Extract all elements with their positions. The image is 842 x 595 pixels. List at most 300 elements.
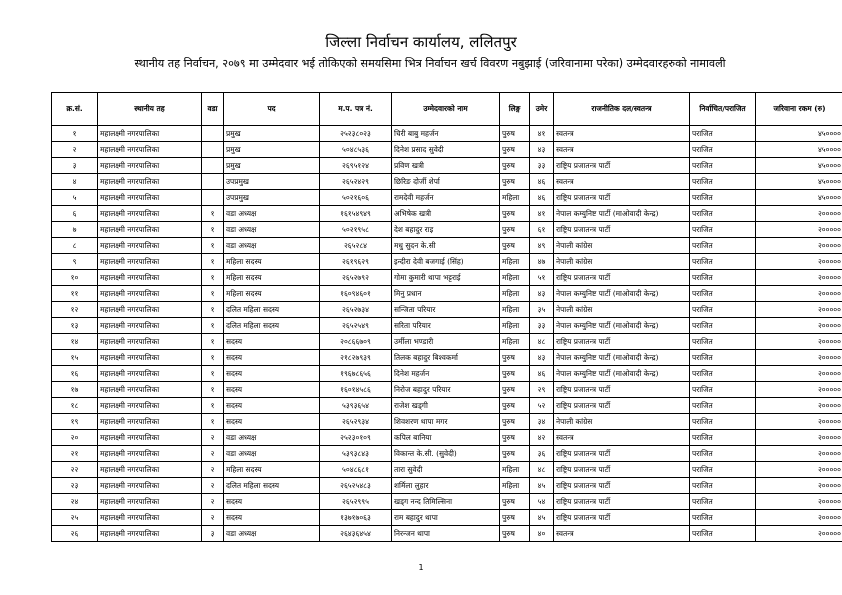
result-cell: पराजित (690, 174, 756, 190)
local-level-cell: महालक्ष्मी नगरपालिका (98, 302, 202, 318)
column-header: वडा (202, 93, 224, 126)
serial-cell: १३ (52, 318, 98, 334)
party-cell: नेपाली कांग्रेस (554, 414, 690, 430)
fine-amount-cell: २००००० (756, 206, 842, 222)
table-row (52, 430, 842, 446)
age-cell: ५४ (530, 494, 554, 510)
result-cell: पराजित (690, 254, 756, 270)
nomination-number-cell: २६५२८४ (320, 238, 392, 254)
result-cell: पराजित (690, 526, 756, 542)
page-title: जिल्ला निर्वाचन कार्यालय, ललितपुर (325, 33, 517, 51)
gender-cell: महिला (500, 318, 530, 334)
gender-cell: पुरुष (500, 206, 530, 222)
table-header (52, 93, 842, 126)
table-row (52, 174, 842, 190)
party-cell: स्वतन्त्र (554, 142, 690, 158)
party-cell: राष्ट्रिय प्रजातन्त्र पार्टी (554, 494, 690, 510)
table-row (52, 190, 842, 206)
column-header: स्थानीय तह (98, 93, 202, 126)
local-level-cell: महालक्ष्मी नगरपालिका (98, 222, 202, 238)
local-level-cell: महालक्ष्मी नगरपालिका (98, 334, 202, 350)
serial-cell: ४ (52, 174, 98, 190)
ward-cell: १ (202, 414, 224, 430)
local-level-cell: महालक्ष्मी नगरपालिका (98, 318, 202, 334)
page-subtitle: स्थानीय तह निर्वाचन, २०७९ मा उम्मेदवार भई तोकिएको समयसिमा भित्र निर्वाचन खर्च विवरण नबुझाई (जरिवानामा परेका) उम्मेदवारहरुको नामावली (134, 57, 726, 70)
gender-cell: पुरुष (500, 510, 530, 526)
nomination-number-cell: २६९५१२४ (320, 158, 392, 174)
ward-cell: १ (202, 222, 224, 238)
local-level-cell: महालक्ष्मी नगरपालिका (98, 126, 202, 142)
table-row (52, 414, 842, 430)
ward-cell (202, 158, 224, 174)
local-level-cell: महालक्ष्मी नगरपालिका (98, 382, 202, 398)
age-cell: ४९ (530, 238, 554, 254)
nomination-number-cell: २६५२७३४ (320, 302, 392, 318)
serial-cell: २४ (52, 494, 98, 510)
candidate-name-cell: तिलक बहादुर बिश्वकर्मा (392, 350, 500, 366)
ward-cell: १ (202, 382, 224, 398)
gender-cell: पुरुष (500, 526, 530, 542)
nomination-number-cell: १३७१७०६३ (320, 510, 392, 526)
local-level-cell: महालक्ष्मी नगरपालिका (98, 446, 202, 462)
result-cell: पराजित (690, 366, 756, 382)
column-header: उमेर (530, 93, 554, 126)
post-cell: सदस्य (224, 350, 320, 366)
gender-cell: पुरुष (500, 142, 530, 158)
table-row (52, 446, 842, 462)
fine-amount-cell: २००००० (756, 526, 842, 542)
party-cell: नेपाली कांग्रेस (554, 238, 690, 254)
age-cell: ३३ (530, 158, 554, 174)
local-level-cell: महालक्ष्मी नगरपालिका (98, 190, 202, 206)
ward-cell: २ (202, 510, 224, 526)
local-level-cell: महालक्ष्मी नगरपालिका (98, 270, 202, 286)
column-header: लिङ्ग (500, 93, 530, 126)
gender-cell: पुरुष (500, 398, 530, 414)
gender-cell: पुरुष (500, 126, 530, 142)
post-cell: प्रमुख (224, 126, 320, 142)
party-cell: नेपाल कम्युनिष्ट पार्टी (माओवादी केन्द्र) (554, 286, 690, 302)
result-cell: पराजित (690, 142, 756, 158)
post-cell: दलित महिला सदस्य (224, 302, 320, 318)
local-level-cell: महालक्ष्मी नगरपालिका (98, 286, 202, 302)
serial-cell: ५ (52, 190, 98, 206)
result-cell: पराजित (690, 350, 756, 366)
party-cell: राष्ट्रिय प्रजातन्त्र पार्टी (554, 398, 690, 414)
age-cell: ३४ (530, 414, 554, 430)
result-cell: पराजित (690, 286, 756, 302)
ward-cell: १ (202, 286, 224, 302)
table-row (52, 286, 842, 302)
post-cell: वडा अध्यक्ष (224, 526, 320, 542)
gender-cell: पुरुष (500, 238, 530, 254)
table-row (52, 206, 842, 222)
candidate-table (51, 92, 842, 542)
header-row (52, 93, 842, 126)
fine-amount-cell: २००००० (756, 414, 842, 430)
age-cell: ४६ (530, 366, 554, 382)
serial-cell: ११ (52, 286, 98, 302)
ward-cell: १ (202, 302, 224, 318)
gender-cell: पुरुष (500, 158, 530, 174)
candidate-name-cell: सन्जिता परियार (392, 302, 500, 318)
post-cell: सदस्य (224, 366, 320, 382)
nomination-number-cell: २६४३६४५४ (320, 526, 392, 542)
age-cell: ४० (530, 526, 554, 542)
fine-amount-cell: २००००० (756, 446, 842, 462)
age-cell: ४३ (530, 350, 554, 366)
serial-cell: २६ (52, 526, 98, 542)
fine-amount-cell: २००००० (756, 478, 842, 494)
gender-cell: पुरुष (500, 222, 530, 238)
gender-cell: महिला (500, 478, 530, 494)
table-row (52, 398, 842, 414)
table-row (52, 494, 842, 510)
result-cell: पराजित (690, 510, 756, 526)
gender-cell: महिला (500, 334, 530, 350)
candidate-name-cell: इन्दीरा देवी बजगाई (सिंह) (392, 254, 500, 270)
serial-cell: ७ (52, 222, 98, 238)
result-cell: पराजित (690, 414, 756, 430)
result-cell: पराजित (690, 270, 756, 286)
post-cell: सदस्य (224, 382, 320, 398)
age-cell: ४१ (530, 206, 554, 222)
candidate-name-cell: राजेश खड्गी (392, 398, 500, 414)
party-cell: राष्ट्रिय प्रजातन्त्र पार्टी (554, 478, 690, 494)
party-cell: राष्ट्रिय प्रजातन्त्र पार्टी (554, 510, 690, 526)
serial-cell: २ (52, 142, 98, 158)
party-cell: राष्ट्रिय प्रजातन्त्र पार्टी (554, 158, 690, 174)
age-cell: २९ (530, 382, 554, 398)
gender-cell: पुरुष (500, 382, 530, 398)
table-row (52, 142, 842, 158)
gender-cell: महिला (500, 190, 530, 206)
result-cell: पराजित (690, 318, 756, 334)
table-row (52, 334, 842, 350)
serial-cell: १५ (52, 350, 98, 366)
gender-cell: महिला (500, 302, 530, 318)
fine-amount-cell: २००००० (756, 350, 842, 366)
candidate-name-cell: रामदेवी महर्जन (392, 190, 500, 206)
local-level-cell: महालक्ष्मी नगरपालिका (98, 206, 202, 222)
ward-cell: ३ (202, 526, 224, 542)
fine-amount-cell: २००००० (756, 366, 842, 382)
ward-cell: २ (202, 430, 224, 446)
nomination-number-cell: २१८२७९३९ (320, 350, 392, 366)
party-cell: नेपाली कांग्रेस (554, 302, 690, 318)
candidate-name-cell: शिवशरण थापा मगर (392, 414, 500, 430)
nomination-number-cell: २६५२९३४ (320, 414, 392, 430)
nomination-number-cell: १६०१४५८६ (320, 382, 392, 398)
post-cell: प्रमुख (224, 142, 320, 158)
result-cell: पराजित (690, 334, 756, 350)
fine-amount-cell: २००००० (756, 398, 842, 414)
age-cell: ३६ (530, 446, 554, 462)
party-cell: राष्ट्रिय प्रजातन्त्र पार्टी (554, 462, 690, 478)
nomination-number-cell: २५२३०१०९ (320, 430, 392, 446)
gender-cell: पुरुष (500, 414, 530, 430)
fine-amount-cell: २००००० (756, 462, 842, 478)
candidate-name-cell: प्रविण खत्री (392, 158, 500, 174)
post-cell: सदस्य (224, 398, 320, 414)
nomination-number-cell: ५०४८५३६ (320, 142, 392, 158)
serial-cell: ९ (52, 254, 98, 270)
party-cell: नेपाल कम्युनिष्ट पार्टी (माओवादी केन्द्र) (554, 206, 690, 222)
age-cell: ४८ (530, 334, 554, 350)
serial-cell: ६ (52, 206, 98, 222)
result-cell: पराजित (690, 190, 756, 206)
age-cell: ३५ (530, 302, 554, 318)
party-cell: स्वतन्त्र (554, 430, 690, 446)
local-level-cell: महालक्ष्मी नगरपालिका (98, 494, 202, 510)
column-header: पद (224, 93, 320, 126)
candidate-name-cell: विकान्त के.सी. (सुवेदी) (392, 446, 500, 462)
result-cell: पराजित (690, 494, 756, 510)
candidate-name-cell: देश बहादुर राइ (392, 222, 500, 238)
ward-cell: २ (202, 446, 224, 462)
gender-cell: पुरुष (500, 446, 530, 462)
party-cell: राष्ट्रिय प्रजातन्त्र पार्टी (554, 334, 690, 350)
local-level-cell: महालक्ष्मी नगरपालिका (98, 510, 202, 526)
candidate-name-cell: दिनेश प्रसाद सुवेदी (392, 142, 500, 158)
fine-amount-cell: ४५०००० (756, 174, 842, 190)
party-cell: राष्ट्रिय प्रजातन्त्र पार्टी (554, 190, 690, 206)
age-cell: ४६ (530, 190, 554, 206)
post-cell: प्रमुख (224, 158, 320, 174)
post-cell: उपप्रमुख (224, 174, 320, 190)
table-body (52, 126, 842, 542)
result-cell: पराजित (690, 206, 756, 222)
table-row (52, 350, 842, 366)
table-row (52, 526, 842, 542)
serial-cell: १४ (52, 334, 98, 350)
candidate-name-cell: चिरी बाबु महर्जन (392, 126, 500, 142)
age-cell: ५२ (530, 398, 554, 414)
post-cell: वडा अध्यक्ष (224, 206, 320, 222)
age-cell: ४६ (530, 174, 554, 190)
table-row (52, 462, 842, 478)
candidate-name-cell: मिनु प्रधान (392, 286, 500, 302)
ward-cell: २ (202, 478, 224, 494)
serial-cell: १६ (52, 366, 98, 382)
local-level-cell: महालक्ष्मी नगरपालिका (98, 430, 202, 446)
candidate-name-cell: कपिल बानिया (392, 430, 500, 446)
table-row (52, 254, 842, 270)
candidate-name-cell: अभिषेक खत्री (392, 206, 500, 222)
nomination-number-cell: १६०९४६०१ (320, 286, 392, 302)
ward-cell: १ (202, 254, 224, 270)
result-cell: पराजित (690, 126, 756, 142)
result-cell: पराजित (690, 478, 756, 494)
table-row (52, 126, 842, 142)
fine-amount-cell: २००००० (756, 270, 842, 286)
result-cell: पराजित (690, 398, 756, 414)
nomination-number-cell: २६५२४२९ (320, 174, 392, 190)
ward-cell: २ (202, 494, 224, 510)
age-cell: ६१ (530, 222, 554, 238)
post-cell: सदस्य (224, 494, 320, 510)
ward-cell: १ (202, 270, 224, 286)
serial-cell: १७ (52, 382, 98, 398)
local-level-cell: महालक्ष्मी नगरपालिका (98, 142, 202, 158)
gender-cell: पुरुष (500, 350, 530, 366)
age-cell: ४३ (530, 286, 554, 302)
party-cell: नेपाल कम्युनिष्ट पार्टी (माओवादी केन्द्र) (554, 366, 690, 382)
post-cell: वडा अध्यक्ष (224, 446, 320, 462)
post-cell: वडा अध्यक्ष (224, 430, 320, 446)
fine-amount-cell: २००००० (756, 222, 842, 238)
fine-amount-cell: २००००० (756, 238, 842, 254)
candidate-name-cell: मधु सुदन के.सी (392, 238, 500, 254)
nomination-number-cell: ५०२१९५८ (320, 222, 392, 238)
local-level-cell: महालक्ष्मी नगरपालिका (98, 174, 202, 190)
age-cell: ३३ (530, 318, 554, 334)
nomination-number-cell: २६५२५४८३ (320, 478, 392, 494)
ward-cell: १ (202, 350, 224, 366)
age-cell: ४२ (530, 430, 554, 446)
local-level-cell: महालक्ष्मी नगरपालिका (98, 462, 202, 478)
serial-cell: ३ (52, 158, 98, 174)
ward-cell: १ (202, 238, 224, 254)
candidate-name-cell: दिनेश महर्जन (392, 366, 500, 382)
candidate-name-cell: सरिता परियार (392, 318, 500, 334)
candidate-name-cell: खड्ग नन्द तिमिल्सिना (392, 494, 500, 510)
result-cell: पराजित (690, 446, 756, 462)
post-cell: महिला सदस्य (224, 286, 320, 302)
table-row (52, 510, 842, 526)
party-cell: स्वतन्त्र (554, 174, 690, 190)
ward-cell: १ (202, 334, 224, 350)
fine-amount-cell: २००००० (756, 382, 842, 398)
party-cell: राष्ट्रिय प्रजातन्त्र पार्टी (554, 270, 690, 286)
serial-cell: २३ (52, 478, 98, 494)
ward-cell (202, 174, 224, 190)
post-cell: उपप्रमुख (224, 190, 320, 206)
nomination-number-cell: ५३९३६५४ (320, 398, 392, 414)
post-cell: महिला सदस्य (224, 254, 320, 270)
ward-cell: १ (202, 318, 224, 334)
serial-cell: २२ (52, 462, 98, 478)
fine-amount-cell: २००००० (756, 430, 842, 446)
candidate-name-cell: निरोज बहादुर परियार (392, 382, 500, 398)
post-cell: महिला सदस्य (224, 270, 320, 286)
serial-cell: १९ (52, 414, 98, 430)
local-level-cell: महालक्ष्मी नगरपालिका (98, 350, 202, 366)
post-cell: सदस्य (224, 334, 320, 350)
party-cell: राष्ट्रिय प्रजातन्त्र पार्टी (554, 222, 690, 238)
gender-cell: पुरुष (500, 494, 530, 510)
result-cell: पराजित (690, 430, 756, 446)
candidate-name-cell: उर्मीला भण्डारी (392, 334, 500, 350)
table-row (52, 318, 842, 334)
nomination-number-cell: १९६७८६५६ (320, 366, 392, 382)
ward-cell: २ (202, 462, 224, 478)
table-row (52, 366, 842, 382)
result-cell: पराजित (690, 302, 756, 318)
table-row (52, 478, 842, 494)
local-level-cell: महालक्ष्मी नगरपालिका (98, 478, 202, 494)
local-level-cell: महालक्ष्मी नगरपालिका (98, 238, 202, 254)
nomination-number-cell: २६१९६२९ (320, 254, 392, 270)
ward-cell: १ (202, 206, 224, 222)
nomination-number-cell: २०८६६७०९ (320, 334, 392, 350)
gender-cell: महिला (500, 270, 530, 286)
fine-amount-cell: ४५०००० (756, 142, 842, 158)
age-cell: ४८ (530, 462, 554, 478)
local-level-cell: महालक्ष्मी नगरपालिका (98, 414, 202, 430)
result-cell: पराजित (690, 238, 756, 254)
post-cell: दलित महिला सदस्य (224, 478, 320, 494)
nomination-number-cell: ५०४८६८१ (320, 462, 392, 478)
column-header: जरिवाना रकम (रु) (756, 93, 842, 126)
party-cell: नेपाली कांग्रेस (554, 254, 690, 270)
post-cell: दलित महिला सदस्य (224, 318, 320, 334)
party-cell: नेपाल कम्युनिष्ट पार्टी (माओवादी केन्द्र) (554, 318, 690, 334)
post-cell: वडा अध्यक्ष (224, 238, 320, 254)
serial-cell: २१ (52, 446, 98, 462)
gender-cell: पुरुष (500, 366, 530, 382)
result-cell: पराजित (690, 382, 756, 398)
page-number: 1 (418, 563, 424, 572)
fine-amount-cell: ४५०००० (756, 190, 842, 206)
table-row (52, 222, 842, 238)
nomination-number-cell: ५०२१६०६ (320, 190, 392, 206)
serial-cell: २० (52, 430, 98, 446)
age-cell: ४५ (530, 510, 554, 526)
column-header: राजनीतिक दल/स्वतन्त्र (554, 93, 690, 126)
ward-cell (202, 190, 224, 206)
age-cell: ४३ (530, 142, 554, 158)
serial-cell: ८ (52, 238, 98, 254)
candidate-name-cell: शर्मिला लुहार (392, 478, 500, 494)
fine-amount-cell: २००००० (756, 334, 842, 350)
age-cell: ५१ (530, 270, 554, 286)
fine-amount-cell: २००००० (756, 510, 842, 526)
fine-amount-cell: २००००० (756, 494, 842, 510)
age-cell: ४७ (530, 254, 554, 270)
gender-cell: पुरुष (500, 174, 530, 190)
party-cell: नेपाल कम्युनिष्ट पार्टी (माओवादी केन्द्र) (554, 350, 690, 366)
local-level-cell: महालक्ष्मी नगरपालिका (98, 526, 202, 542)
column-header: निर्वाचित/पराजित (690, 93, 756, 126)
table-row (52, 270, 842, 286)
candidate-name-cell: गोमा कुमारी थापा भट्टराई (392, 270, 500, 286)
gender-cell: महिला (500, 462, 530, 478)
party-cell: स्वतन्त्र (554, 126, 690, 142)
nomination-number-cell: १६१५४९४९ (320, 206, 392, 222)
local-level-cell: महालक्ष्मी नगरपालिका (98, 158, 202, 174)
candidate-name-cell: निरन्जन थापा (392, 526, 500, 542)
ward-cell: १ (202, 398, 224, 414)
fine-amount-cell: २००००० (756, 286, 842, 302)
column-header: क्र.सं. (52, 93, 98, 126)
local-level-cell: महालक्ष्मी नगरपालिका (98, 254, 202, 270)
fine-amount-cell: ४५०००० (756, 126, 842, 142)
fine-amount-cell: ४५०००० (756, 158, 842, 174)
party-cell: स्वतन्त्र (554, 526, 690, 542)
post-cell: महिला सदस्य (224, 462, 320, 478)
local-level-cell: महालक्ष्मी नगरपालिका (98, 366, 202, 382)
fine-amount-cell: २००००० (756, 254, 842, 270)
serial-cell: १२ (52, 302, 98, 318)
ward-cell (202, 126, 224, 142)
fine-amount-cell: २००००० (756, 318, 842, 334)
nomination-number-cell: २६५२५४९ (320, 318, 392, 334)
nomination-number-cell: २६५२९९५ (320, 494, 392, 510)
gender-cell: महिला (500, 254, 530, 270)
result-cell: पराजित (690, 462, 756, 478)
ward-cell (202, 142, 224, 158)
